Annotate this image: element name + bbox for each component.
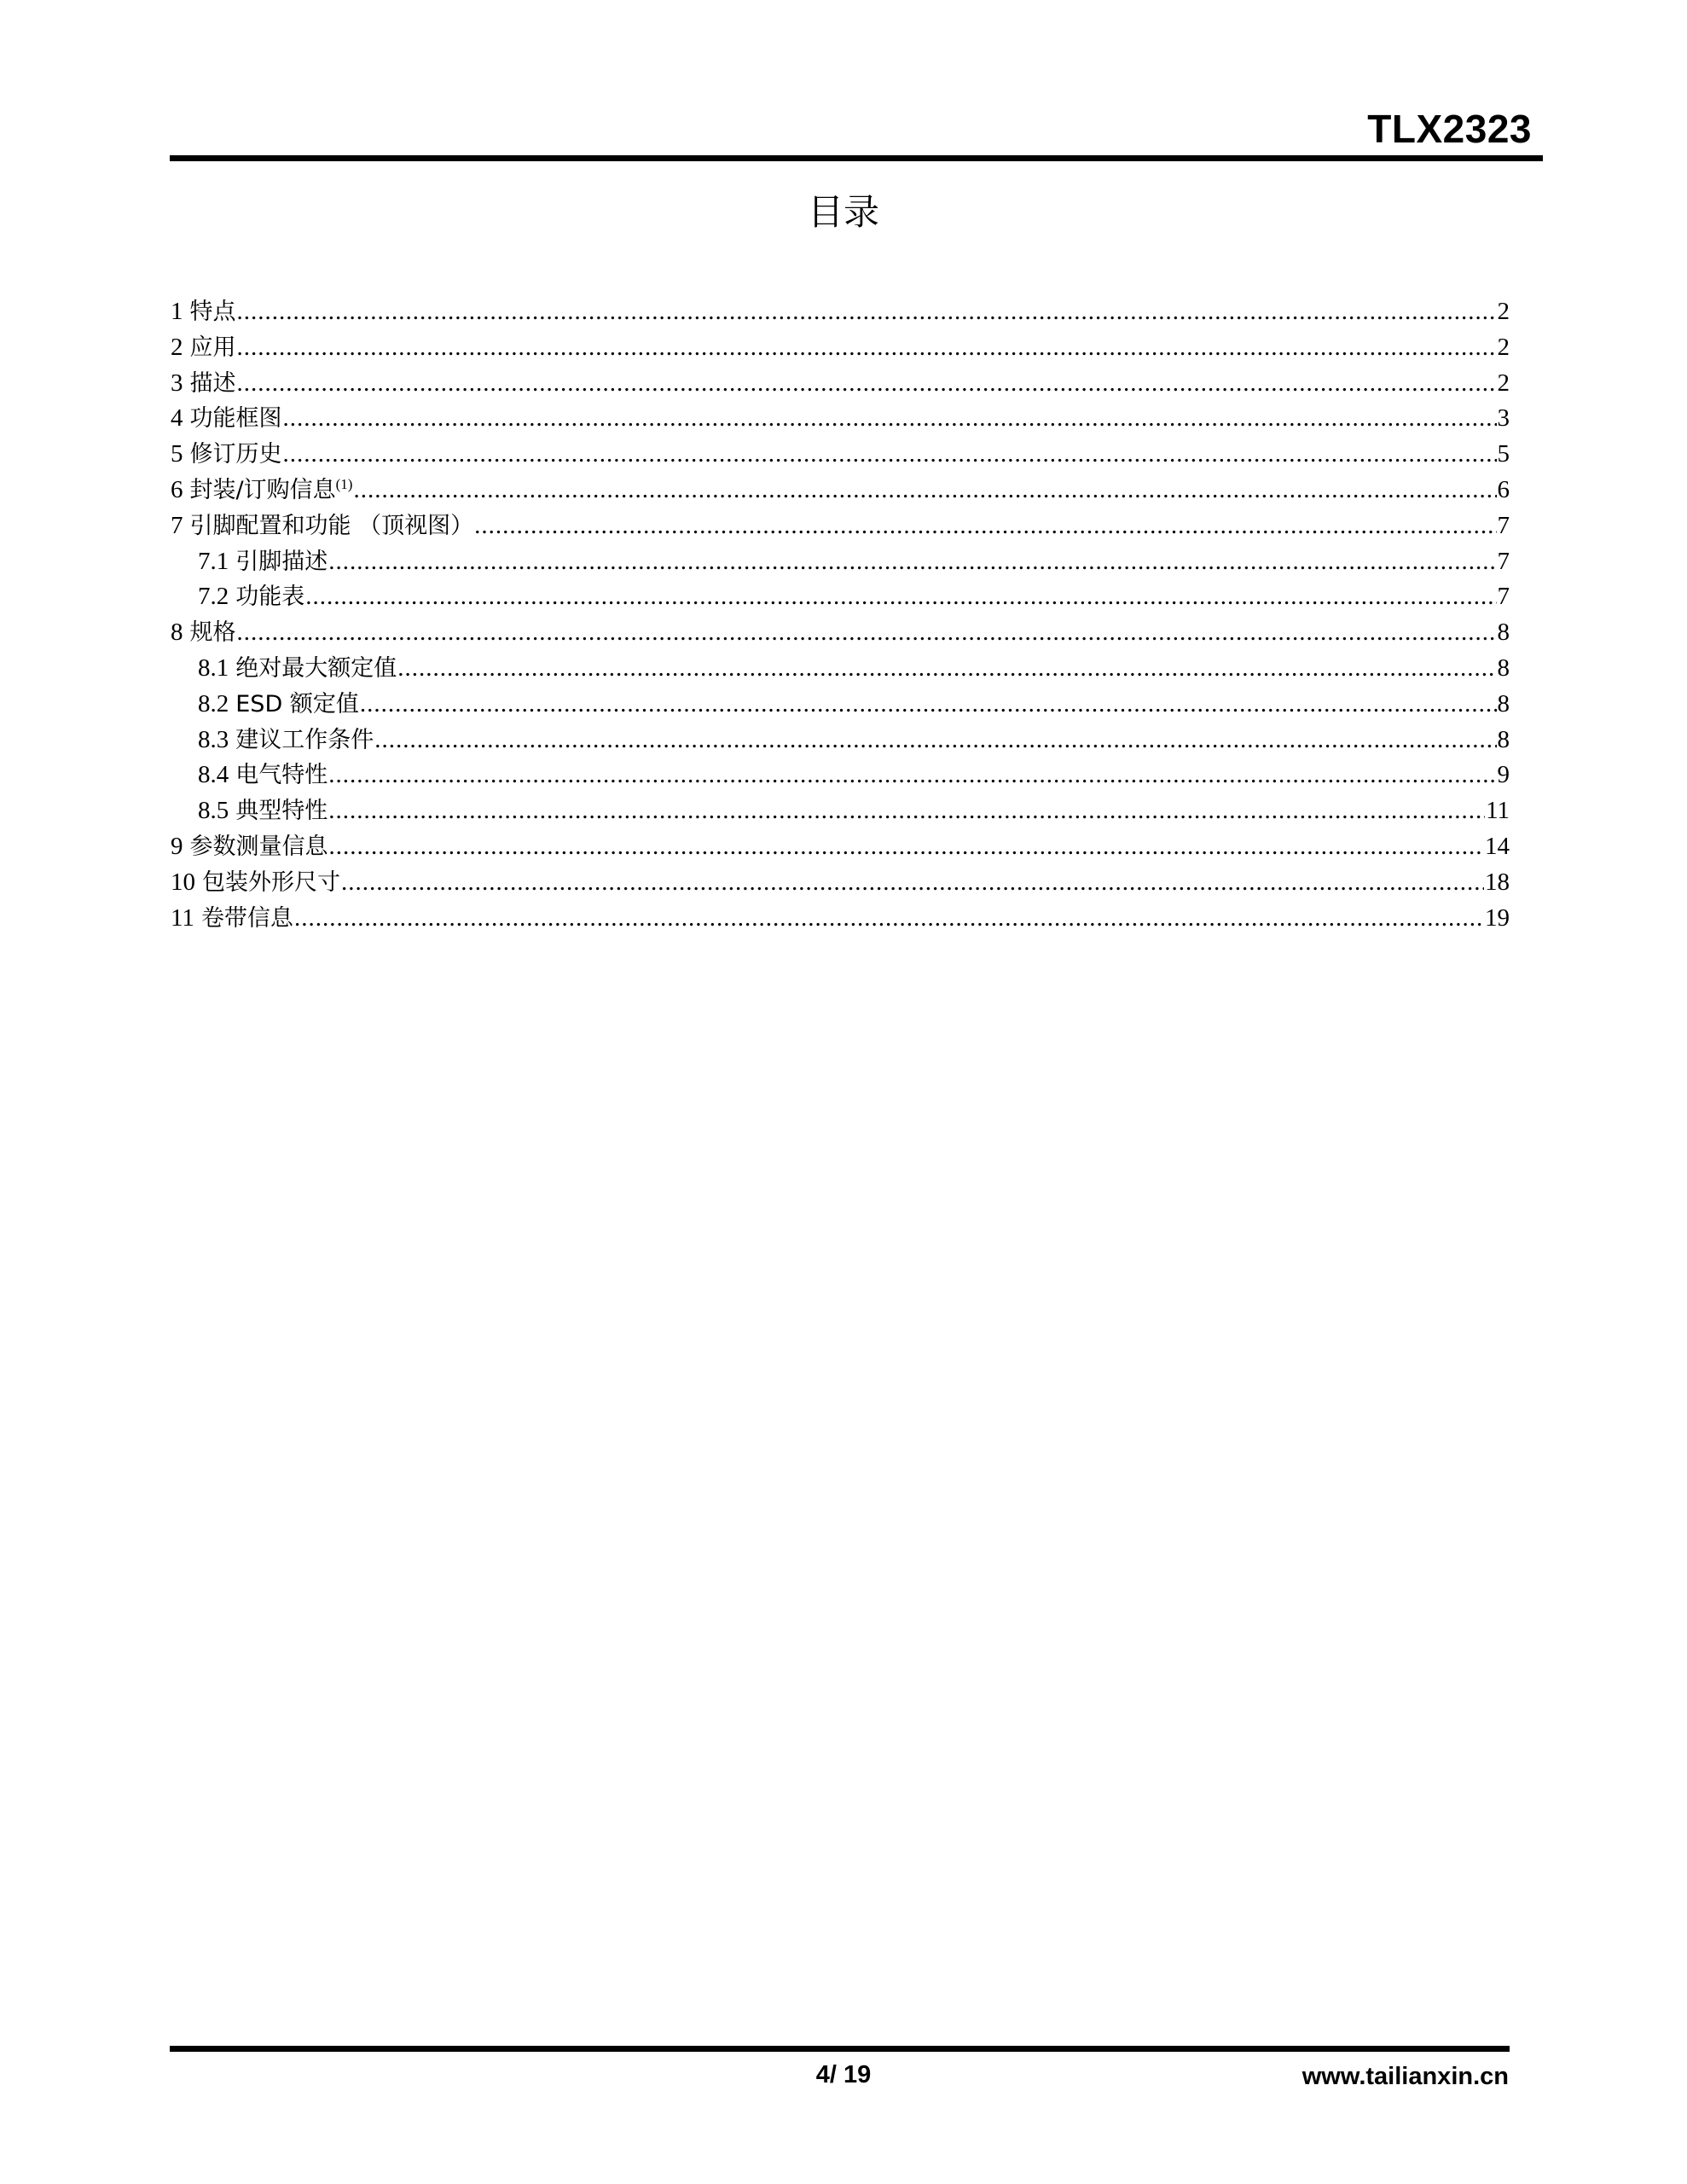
toc-entry-number: 1 bbox=[171, 298, 183, 325]
toc-dot-leader bbox=[474, 508, 1496, 544]
toc-dot-leader bbox=[237, 330, 1497, 366]
toc-entry-label-text: 绝对最大额定值 bbox=[235, 654, 397, 682]
toc-entry[interactable] bbox=[171, 793, 1510, 829]
toc-dot-leader bbox=[237, 615, 1497, 651]
toc-entry-label-text: 典型特性 bbox=[235, 798, 328, 825]
toc-entry-label bbox=[190, 401, 282, 437]
toc-entry-number: 8.1 bbox=[198, 653, 229, 682]
toc-entry-number: 4 bbox=[171, 404, 183, 433]
toc-entry-label-text: 包装外形尺寸 bbox=[202, 868, 340, 896]
document-code: TLX2323 bbox=[1367, 107, 1532, 151]
toc-dot-leader bbox=[237, 366, 1497, 402]
toc-entry-label-text: 卷带信息 bbox=[200, 904, 293, 932]
toc-entry[interactable] bbox=[171, 544, 1510, 580]
toc-entry-page: 8 bbox=[1497, 619, 1510, 647]
toc-entry-label bbox=[202, 865, 340, 901]
toc-entry-label bbox=[190, 615, 236, 651]
toc-entry[interactable] bbox=[171, 401, 1510, 437]
toc-entry-label bbox=[190, 437, 282, 473]
header-rule bbox=[170, 155, 1543, 161]
toc-entry-number: 8.5 bbox=[198, 797, 229, 825]
toc-entry-number: 8.4 bbox=[198, 761, 229, 789]
toc-entry-label-text: 引脚描述 bbox=[235, 548, 328, 575]
toc-entry-page: 2 bbox=[1497, 369, 1510, 397]
toc-dot-leader bbox=[341, 865, 1484, 901]
toc-entry-page: 8 bbox=[1497, 725, 1510, 753]
toc-dot-leader bbox=[305, 579, 1496, 615]
toc-entry-label-text: 功能框图 bbox=[189, 405, 282, 433]
toc-entry-label-text: ESD 额定值 bbox=[235, 690, 359, 717]
toc-dot-leader bbox=[353, 473, 1496, 508]
toc-dot-leader bbox=[328, 758, 1496, 793]
toc-entry[interactable] bbox=[171, 829, 1510, 865]
toc-entry-page: 18 bbox=[1485, 868, 1510, 896]
toc-entry-page: 7 bbox=[1497, 583, 1510, 611]
toc-entry-label-text: 规格 bbox=[189, 619, 236, 647]
toc-entry-label-text: 建议工作条件 bbox=[235, 726, 374, 753]
toc-entry-number: 7 bbox=[171, 511, 183, 539]
toc-entry-label bbox=[235, 687, 359, 723]
toc-entry-label-text: 引脚配置和功能 （顶视图） bbox=[189, 512, 474, 539]
toc-entry-page: 2 bbox=[1497, 333, 1510, 361]
toc-entry-number: 11 bbox=[171, 903, 194, 932]
toc-entry-label bbox=[190, 508, 474, 544]
toc-entry-label bbox=[201, 901, 293, 937]
toc-entry-number: 3 bbox=[171, 369, 183, 397]
toc-entry-label bbox=[235, 758, 328, 793]
toc-dot-leader bbox=[294, 901, 1484, 937]
toc-entry[interactable] bbox=[171, 437, 1510, 473]
toc-entry-number: 10 bbox=[171, 868, 195, 896]
toc-entry-label bbox=[190, 330, 236, 366]
toc-entry-page: 6 bbox=[1497, 475, 1510, 503]
page-number: 4/ 19 bbox=[815, 2061, 872, 2088]
toc-entry-number: 2 bbox=[171, 333, 183, 361]
toc-entry-label bbox=[190, 829, 328, 865]
toc-entry-label-text: 描述 bbox=[189, 369, 236, 397]
toc-entry-page: 7 bbox=[1497, 547, 1510, 575]
toc-entry-number: 7.2 bbox=[198, 583, 229, 611]
toc-entry-label-text: 参数测量信息 bbox=[189, 833, 328, 860]
toc-entry-page: 8 bbox=[1497, 653, 1510, 682]
toc-dot-leader bbox=[329, 829, 1485, 865]
toc-entry-number: 7.1 bbox=[198, 547, 229, 575]
toc-entry-label bbox=[235, 651, 397, 687]
toc-entry-label-text: 电气特性 bbox=[235, 762, 328, 789]
toc-entry-number: 8 bbox=[171, 619, 183, 647]
toc-entry-label-text: 功能表 bbox=[235, 584, 305, 611]
toc-entry-page: 7 bbox=[1497, 511, 1510, 539]
toc-dot-leader bbox=[360, 687, 1497, 723]
toc-entry-label-text: 特点 bbox=[189, 299, 236, 325]
website-url: www.tailianxin.cn bbox=[1301, 2063, 1509, 2090]
toc-entry[interactable] bbox=[171, 651, 1510, 687]
toc-dot-leader bbox=[328, 544, 1496, 580]
toc-entry[interactable] bbox=[171, 366, 1510, 402]
toc-entry-number: 5 bbox=[171, 440, 183, 468]
toc-entry-number: 6 bbox=[171, 475, 183, 503]
toc-entry[interactable] bbox=[171, 294, 1510, 330]
toc-entry[interactable] bbox=[171, 330, 1510, 366]
toc-entry[interactable] bbox=[171, 508, 1510, 544]
toc-entry-label-text: 修订历史 bbox=[189, 441, 282, 468]
toc-entry-page: 14 bbox=[1485, 832, 1510, 860]
toc-entry-page: 2 bbox=[1497, 298, 1510, 325]
toc-entry-label bbox=[235, 793, 328, 829]
toc-entry[interactable] bbox=[171, 615, 1510, 651]
toc-dot-leader bbox=[374, 723, 1496, 758]
toc-entry[interactable] bbox=[171, 579, 1510, 615]
toc-dot-leader bbox=[397, 651, 1496, 687]
toc-dot-leader bbox=[328, 793, 1485, 829]
toc-entry[interactable] bbox=[171, 865, 1510, 901]
toc-title: 目录 bbox=[807, 191, 879, 233]
toc-entry-page: 11 bbox=[1486, 797, 1510, 825]
toc-entry-label-text: 应用 bbox=[189, 334, 236, 361]
toc-entry-number: 8.3 bbox=[198, 725, 229, 753]
toc-dot-leader bbox=[237, 294, 1497, 330]
toc-entry-page: 8 bbox=[1497, 689, 1510, 717]
toc-entry-number: 9 bbox=[171, 832, 183, 860]
toc-entry-label bbox=[235, 544, 328, 580]
toc-entry-label bbox=[235, 579, 304, 615]
toc-entry-label bbox=[190, 294, 236, 330]
toc-entry[interactable] bbox=[171, 687, 1510, 723]
toc-entry-label-text: 封装/订购信息 bbox=[189, 476, 336, 503]
footer-rule bbox=[170, 2046, 1510, 2052]
toc-entry-page: 19 bbox=[1485, 903, 1510, 932]
toc-entry-label bbox=[235, 723, 374, 758]
table-of-contents bbox=[171, 294, 1510, 936]
toc-entry-page: 9 bbox=[1497, 761, 1510, 789]
toc-entry[interactable] bbox=[171, 758, 1510, 793]
toc-entry-label bbox=[190, 366, 236, 402]
toc-dot-leader bbox=[283, 437, 1497, 473]
toc-entry[interactable] bbox=[171, 723, 1510, 758]
toc-entry-page: 3 bbox=[1497, 404, 1510, 433]
toc-entry[interactable] bbox=[171, 901, 1510, 937]
toc-entry[interactable] bbox=[171, 473, 1510, 508]
toc-entry-page: 5 bbox=[1497, 440, 1510, 468]
toc-dot-leader bbox=[283, 401, 1497, 437]
toc-entry-footnote-marker: (1) bbox=[335, 475, 353, 492]
toc-entry-number: 8.2 bbox=[198, 689, 229, 717]
toc-entry-label bbox=[190, 473, 353, 508]
